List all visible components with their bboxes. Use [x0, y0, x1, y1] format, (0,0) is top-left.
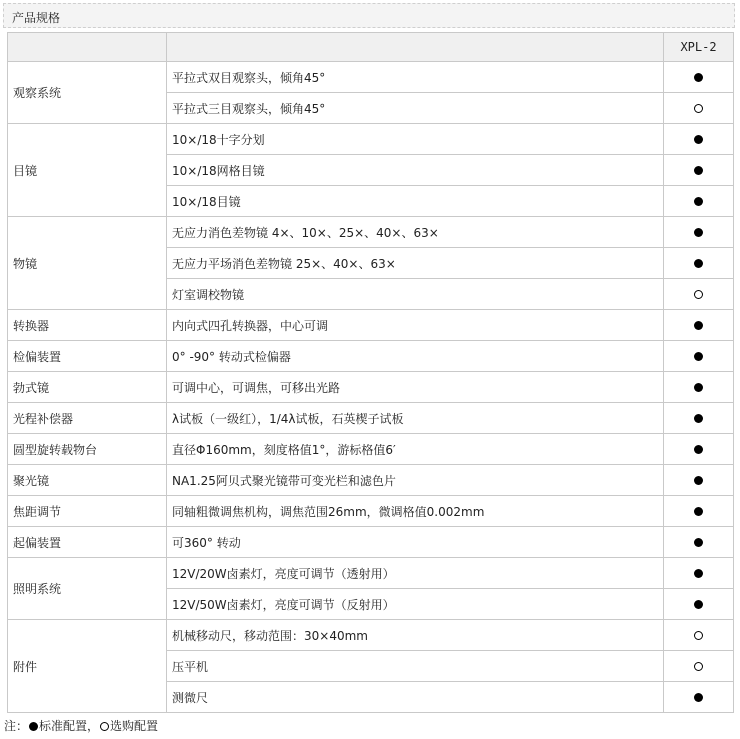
spec-cell: 内向式四孔转换器，中心可调 [167, 310, 664, 341]
filled-dot-icon [694, 414, 703, 423]
spec-cell: 机械移动尺，移动范围：30×40mm [167, 620, 664, 651]
filled-dot-icon [694, 445, 703, 454]
category-cell: 照明系统 [8, 558, 167, 620]
table-row [8, 558, 734, 589]
config-mark-cell [664, 620, 734, 651]
category-cell: 检偏装置 [8, 341, 167, 372]
config-mark-cell [664, 341, 734, 372]
config-mark-cell [664, 62, 734, 93]
legend-standard: 标准配置， [39, 719, 100, 733]
spec-cell: 12V/50W卤素灯，亮度可调节（反射用） [167, 589, 664, 620]
config-mark-cell [664, 589, 734, 620]
config-mark-cell [664, 403, 734, 434]
legend-optional: 选购配置 [110, 719, 159, 733]
spec-cell: 10×/18十字分划 [167, 124, 664, 155]
table-row [8, 62, 734, 93]
spec-cell: 灯室调校物镜 [167, 279, 664, 310]
spec-cell: 同轴粗微调焦机构，调焦范围26mm，微调格值0.002mm [167, 496, 664, 527]
filled-dot-icon [694, 476, 703, 485]
header-cell-category [8, 33, 167, 62]
section-title-bar [3, 3, 735, 28]
spec-cell: 测微尺 [167, 682, 664, 713]
table-row [8, 124, 734, 155]
category-cell: 转换器 [8, 310, 167, 341]
filled-dot-icon [694, 600, 703, 609]
spec-cell: 10×/18网格目镜 [167, 155, 664, 186]
spec-cell: λ试板（一级红），1/4λ试板，石英楔子试板 [167, 403, 664, 434]
table-header-row [8, 33, 734, 62]
table-row [8, 527, 734, 558]
filled-dot-icon [694, 693, 703, 702]
filled-dot-icon [694, 569, 703, 578]
filled-dot-icon [694, 321, 703, 330]
config-mark-cell [664, 496, 734, 527]
category-cell: 光程补偿器 [8, 403, 167, 434]
filled-dot-icon [694, 197, 703, 206]
filled-dot-icon [694, 135, 703, 144]
config-mark-cell [664, 310, 734, 341]
legend-note [4, 717, 158, 734]
filled-dot-icon [694, 507, 703, 516]
open-dot-icon [694, 662, 703, 671]
table-row [8, 434, 734, 465]
spec-cell: 12V/20W卤素灯，亮度可调节（透射用） [167, 558, 664, 589]
spec-cell: 可调中心，可调焦，可移出光路 [167, 372, 664, 403]
open-dot-icon [694, 290, 703, 299]
open-dot-icon [694, 104, 703, 113]
spec-cell: 0° -90° 转动式检偏器 [167, 341, 664, 372]
filled-dot-icon [29, 722, 38, 731]
config-mark-cell [664, 651, 734, 682]
table-row [8, 217, 734, 248]
config-mark-cell [664, 558, 734, 589]
config-mark-cell [664, 155, 734, 186]
config-mark-cell [664, 279, 734, 310]
table-row [8, 620, 734, 651]
config-mark-cell [664, 186, 734, 217]
config-mark-cell [664, 372, 734, 403]
filled-dot-icon [694, 383, 703, 392]
category-cell: 附件 [8, 620, 167, 713]
header-cell-spec [167, 33, 664, 62]
table-row [8, 310, 734, 341]
table-row [8, 403, 734, 434]
section-title: 产品规格 [12, 11, 61, 25]
spec-cell: 可360° 转动 [167, 527, 664, 558]
config-mark-cell [664, 465, 734, 496]
category-cell: 圆型旋转载物台 [8, 434, 167, 465]
filled-dot-icon [694, 73, 703, 82]
table-row [8, 372, 734, 403]
config-mark-cell [664, 217, 734, 248]
legend-prefix: 注： [4, 719, 29, 733]
category-cell: 物镜 [8, 217, 167, 310]
config-mark-cell [664, 527, 734, 558]
spec-cell: 10×/18目镜 [167, 186, 664, 217]
category-cell: 起偏装置 [8, 527, 167, 558]
filled-dot-icon [694, 259, 703, 268]
config-mark-cell [664, 124, 734, 155]
filled-dot-icon [694, 538, 703, 547]
config-mark-cell [664, 93, 734, 124]
spec-table-body [8, 33, 734, 713]
config-mark-cell [664, 248, 734, 279]
spec-cell: 压平机 [167, 651, 664, 682]
open-dot-icon [100, 722, 109, 731]
category-cell: 勃式镜 [8, 372, 167, 403]
filled-dot-icon [694, 352, 703, 361]
table-row [8, 341, 734, 372]
category-cell: 目镜 [8, 124, 167, 217]
spec-cell: 无应力消色差物镜 4×、10×、25×、40×、63× [167, 217, 664, 248]
filled-dot-icon [694, 166, 703, 175]
spec-cell: 直径Φ160mm，刻度格值1°，游标格值6′ [167, 434, 664, 465]
table-row [8, 496, 734, 527]
spec-cell: NA1.25阿贝式聚光镜带可变光栏和滤色片 [167, 465, 664, 496]
open-dot-icon [694, 631, 703, 640]
config-mark-cell [664, 434, 734, 465]
category-cell: 聚光镜 [8, 465, 167, 496]
spec-cell: 无应力平场消色差物镜 25×、40×、63× [167, 248, 664, 279]
spec-cell: 平拉式三目观察头，倾角45° [167, 93, 664, 124]
header-cell-model: XPL-2 [664, 33, 734, 62]
table-row [8, 465, 734, 496]
config-mark-cell [664, 682, 734, 713]
category-cell: 焦距调节 [8, 496, 167, 527]
spec-table [7, 32, 734, 713]
spec-cell: 平拉式双目观察头，倾角45° [167, 62, 664, 93]
category-cell: 观察系统 [8, 62, 167, 124]
filled-dot-icon [694, 228, 703, 237]
